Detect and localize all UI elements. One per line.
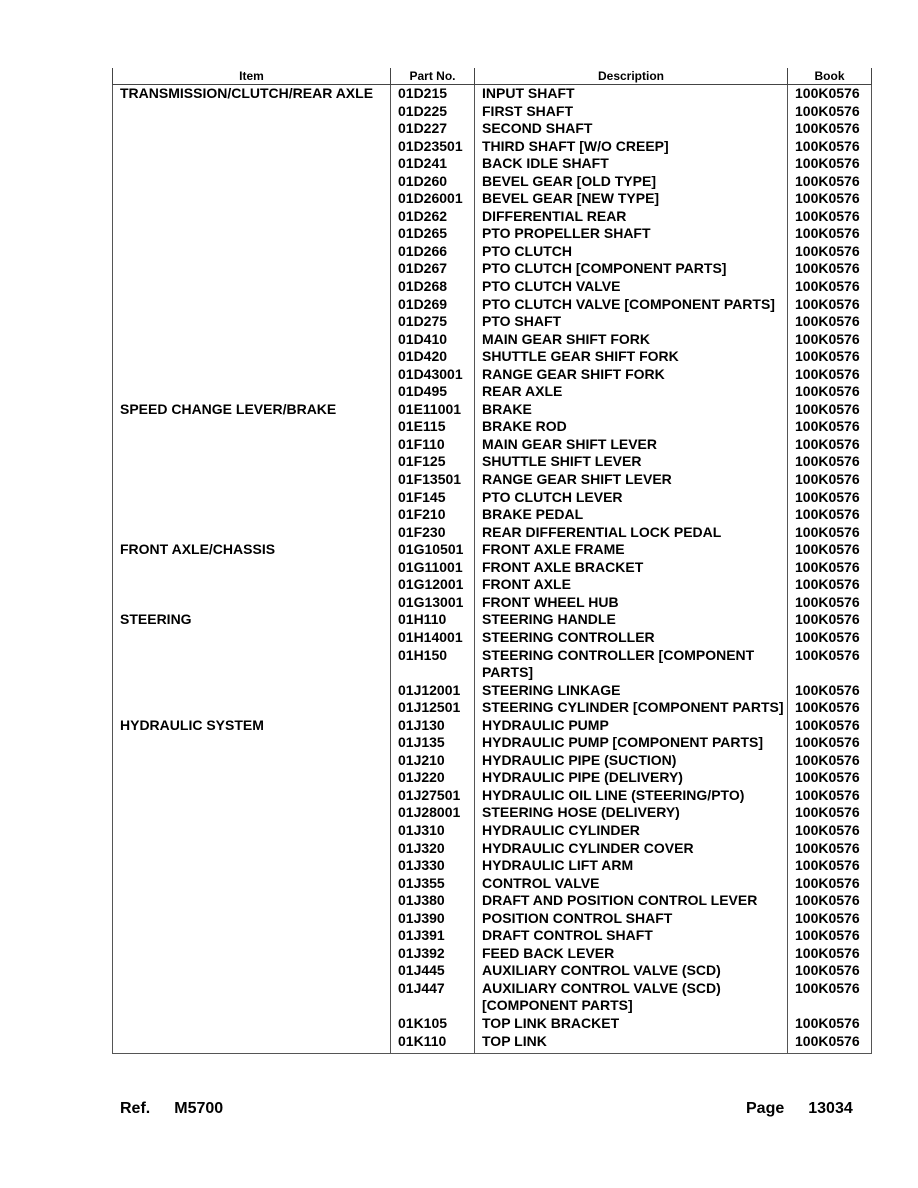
cell-item (113, 769, 391, 787)
table-row (113, 1015, 872, 1033)
cell-part-no: 01H110 (391, 611, 475, 629)
cell-description: DIFFERENTIAL REAR (475, 208, 788, 226)
cell-description: INPUT SHAFT (475, 85, 788, 103)
table-row (113, 945, 872, 963)
cell-book: 100K0576 (788, 120, 872, 138)
cell-part-no: 01D265 (391, 225, 475, 243)
table-row (113, 717, 872, 735)
cell-book: 100K0576 (788, 1033, 872, 1054)
cell-book: 100K0576 (788, 892, 872, 910)
cell-part-no: 01J391 (391, 927, 475, 945)
cell-part-no: 01G13001 (391, 594, 475, 612)
cell-part-no: 01J12001 (391, 682, 475, 700)
cell-item (113, 840, 391, 858)
cell-item (113, 418, 391, 436)
cell-part-no: 01D495 (391, 383, 475, 401)
table-row (113, 752, 872, 770)
cell-book: 100K0576 (788, 840, 872, 858)
cell-item (113, 138, 391, 156)
cell-description: FIRST SHAFT (475, 103, 788, 121)
cell-item (113, 1015, 391, 1033)
cell-item (113, 524, 391, 542)
cell-part-no: 01D26001 (391, 190, 475, 208)
table-row (113, 875, 872, 893)
footer-page (746, 1100, 853, 1118)
cell-description: STEERING HANDLE (475, 611, 788, 629)
table-row (113, 927, 872, 945)
table-row (113, 541, 872, 559)
cell-book: 100K0576 (788, 980, 872, 1015)
cell-description: FRONT WHEEL HUB (475, 594, 788, 612)
cell-description: PTO CLUTCH (475, 243, 788, 261)
parts-table (112, 68, 872, 1054)
cell-book: 100K0576 (788, 857, 872, 875)
cell-part-no: 01J12501 (391, 699, 475, 717)
cell-part-no: 01F13501 (391, 471, 475, 489)
cell-item: SPEED CHANGE LEVER/BRAKE (113, 401, 391, 419)
cell-item (113, 857, 391, 875)
table-row (113, 629, 872, 647)
cell-description: AUXILIARY CONTROL VALVE (SCD) [COMPONENT PARTS] (475, 980, 788, 1015)
cell-description: CONTROL VALVE (475, 875, 788, 893)
cell-part-no: 01J445 (391, 962, 475, 980)
cell-part-no: 01J355 (391, 875, 475, 893)
table-row (113, 190, 872, 208)
cell-book: 100K0576 (788, 155, 872, 173)
cell-item (113, 225, 391, 243)
cell-description: BACK IDLE SHAFT (475, 155, 788, 173)
table-row (113, 1033, 872, 1054)
cell-description: STEERING CONTROLLER [COMPONENT PARTS] (475, 647, 788, 682)
cell-part-no: 01F110 (391, 436, 475, 454)
cell-item (113, 260, 391, 278)
cell-description: RANGE GEAR SHIFT FORK (475, 366, 788, 384)
cell-book: 100K0576 (788, 524, 872, 542)
cell-part-no: 01E115 (391, 418, 475, 436)
table-row (113, 225, 872, 243)
cell-description: DRAFT CONTROL SHAFT (475, 927, 788, 945)
cell-item (113, 155, 391, 173)
cell-part-no: 01D420 (391, 348, 475, 366)
cell-part-no: 01G12001 (391, 576, 475, 594)
table-row (113, 296, 872, 314)
cell-part-no: 01E11001 (391, 401, 475, 419)
cell-description: PTO PROPELLER SHAFT (475, 225, 788, 243)
cell-item (113, 699, 391, 717)
cell-part-no: 01D225 (391, 103, 475, 121)
cell-book: 100K0576 (788, 348, 872, 366)
cell-description: SHUTTLE GEAR SHIFT FORK (475, 348, 788, 366)
cell-item (113, 682, 391, 700)
cell-description: BRAKE (475, 401, 788, 419)
cell-description: STEERING CONTROLLER (475, 629, 788, 647)
cell-part-no: 01J320 (391, 840, 475, 858)
table-row (113, 366, 872, 384)
cell-item (113, 208, 391, 226)
cell-description: PTO CLUTCH [COMPONENT PARTS] (475, 260, 788, 278)
cell-description: STEERING HOSE (DELIVERY) (475, 804, 788, 822)
cell-book: 100K0576 (788, 243, 872, 261)
cell-item (113, 471, 391, 489)
cell-book: 100K0576 (788, 278, 872, 296)
cell-book: 100K0576 (788, 734, 872, 752)
table-row (113, 611, 872, 629)
cell-item (113, 559, 391, 577)
cell-book: 100K0576 (788, 1015, 872, 1033)
table-row (113, 313, 872, 331)
cell-item (113, 436, 391, 454)
cell-description: BRAKE PEDAL (475, 506, 788, 524)
cell-part-no: 01J130 (391, 717, 475, 735)
table-row (113, 840, 872, 858)
cell-part-no: 01D260 (391, 173, 475, 191)
cell-description: HYDRAULIC PUMP [COMPONENT PARTS] (475, 734, 788, 752)
cell-item (113, 190, 391, 208)
parts-list (112, 68, 871, 1054)
table-row (113, 471, 872, 489)
cell-book: 100K0576 (788, 752, 872, 770)
cell-description: REAR AXLE (475, 383, 788, 401)
cell-description: DRAFT AND POSITION CONTROL LEVER (475, 892, 788, 910)
cell-part-no: 01K105 (391, 1015, 475, 1033)
table-row (113, 453, 872, 471)
table-row (113, 576, 872, 594)
cell-item (113, 962, 391, 980)
cell-part-no: 01D262 (391, 208, 475, 226)
cell-part-no: 01J220 (391, 769, 475, 787)
page-label: Page (746, 1100, 785, 1117)
cell-book: 100K0576 (788, 85, 872, 103)
table-row (113, 594, 872, 612)
table-row (113, 103, 872, 121)
cell-part-no: 01D269 (391, 296, 475, 314)
cell-book: 100K0576 (788, 453, 872, 471)
cell-part-no: 01J380 (391, 892, 475, 910)
cell-book: 100K0576 (788, 927, 872, 945)
cell-item (113, 173, 391, 191)
cell-description: STEERING CYLINDER [COMPONENT PARTS] (475, 699, 788, 717)
cell-description: MAIN GEAR SHIFT LEVER (475, 436, 788, 454)
cell-item: FRONT AXLE/CHASSIS (113, 541, 391, 559)
cell-book: 100K0576 (788, 962, 872, 980)
table-row (113, 85, 872, 103)
cell-item (113, 980, 391, 1015)
cell-book: 100K0576 (788, 313, 872, 331)
cell-description: STEERING LINKAGE (475, 682, 788, 700)
table-row (113, 436, 872, 454)
cell-part-no: 01D215 (391, 85, 475, 103)
cell-book: 100K0576 (788, 682, 872, 700)
cell-book: 100K0576 (788, 190, 872, 208)
cell-book: 100K0576 (788, 699, 872, 717)
column-header-description: Description (475, 68, 788, 85)
table-row (113, 857, 872, 875)
cell-book: 100K0576 (788, 225, 872, 243)
cell-item (113, 313, 391, 331)
cell-item (113, 804, 391, 822)
column-header-part-no: Part No. (391, 68, 475, 85)
table-row (113, 138, 872, 156)
table-row (113, 243, 872, 261)
cell-book: 100K0576 (788, 822, 872, 840)
cell-description: HYDRAULIC LIFT ARM (475, 857, 788, 875)
table-row (113, 418, 872, 436)
cell-item: STEERING (113, 611, 391, 629)
cell-book: 100K0576 (788, 769, 872, 787)
ref-label: Ref. (120, 1100, 151, 1117)
cell-book: 100K0576 (788, 366, 872, 384)
cell-description: PTO CLUTCH VALVE (475, 278, 788, 296)
table-row (113, 699, 872, 717)
cell-part-no: 01D268 (391, 278, 475, 296)
cell-book: 100K0576 (788, 629, 872, 647)
cell-description: FRONT AXLE FRAME (475, 541, 788, 559)
table-row (113, 489, 872, 507)
table-row (113, 647, 872, 682)
cell-item (113, 331, 391, 349)
cell-description: SECOND SHAFT (475, 120, 788, 138)
cell-item (113, 489, 391, 507)
cell-description: BEVEL GEAR [NEW TYPE] (475, 190, 788, 208)
table-row (113, 173, 872, 191)
cell-book: 100K0576 (788, 594, 872, 612)
cell-item (113, 875, 391, 893)
cell-book: 100K0576 (788, 489, 872, 507)
cell-part-no: 01F210 (391, 506, 475, 524)
cell-item (113, 787, 391, 805)
cell-description: BRAKE ROD (475, 418, 788, 436)
cell-description: TOP LINK (475, 1033, 788, 1054)
cell-part-no: 01F145 (391, 489, 475, 507)
cell-description: AUXILIARY CONTROL VALVE (SCD) (475, 962, 788, 980)
cell-book: 100K0576 (788, 401, 872, 419)
cell-item (113, 278, 391, 296)
cell-part-no: 01F230 (391, 524, 475, 542)
cell-item (113, 945, 391, 963)
table-row (113, 804, 872, 822)
cell-part-no: 01J210 (391, 752, 475, 770)
cell-item (113, 647, 391, 682)
ref-value: M5700 (174, 1100, 224, 1117)
cell-book: 100K0576 (788, 945, 872, 963)
cell-part-no: 01J310 (391, 822, 475, 840)
table-row (113, 559, 872, 577)
table-row (113, 278, 872, 296)
cell-description: TOP LINK BRACKET (475, 1015, 788, 1033)
cell-description: HYDRAULIC PUMP (475, 717, 788, 735)
table-row (113, 120, 872, 138)
cell-item (113, 243, 391, 261)
cell-book: 100K0576 (788, 787, 872, 805)
cell-description: THIRD SHAFT [W/O CREEP] (475, 138, 788, 156)
cell-book: 100K0576 (788, 173, 872, 191)
table-row (113, 524, 872, 542)
cell-item (113, 629, 391, 647)
cell-part-no: 01D266 (391, 243, 475, 261)
table-row (113, 155, 872, 173)
cell-description: MAIN GEAR SHIFT FORK (475, 331, 788, 349)
cell-book: 100K0576 (788, 611, 872, 629)
cell-item (113, 366, 391, 384)
cell-part-no: 01J330 (391, 857, 475, 875)
cell-part-no: 01J27501 (391, 787, 475, 805)
cell-part-no: 01F125 (391, 453, 475, 471)
cell-item (113, 383, 391, 401)
cell-item (113, 594, 391, 612)
cell-book: 100K0576 (788, 383, 872, 401)
cell-item (113, 822, 391, 840)
cell-part-no: 01H14001 (391, 629, 475, 647)
cell-description: HYDRAULIC CYLINDER (475, 822, 788, 840)
cell-item: TRANSMISSION/CLUTCH/REAR AXLE (113, 85, 391, 103)
cell-book: 100K0576 (788, 471, 872, 489)
table-row (113, 348, 872, 366)
cell-description: HYDRAULIC CYLINDER COVER (475, 840, 788, 858)
cell-description: FEED BACK LEVER (475, 945, 788, 963)
cell-book: 100K0576 (788, 647, 872, 682)
column-header-book: Book (788, 68, 872, 85)
cell-item (113, 1033, 391, 1054)
cell-part-no: 01J390 (391, 910, 475, 928)
cell-item (113, 453, 391, 471)
cell-description: PTO CLUTCH LEVER (475, 489, 788, 507)
table-row (113, 787, 872, 805)
cell-description: POSITION CONTROL SHAFT (475, 910, 788, 928)
cell-book: 100K0576 (788, 576, 872, 594)
table-row (113, 260, 872, 278)
cell-item (113, 927, 391, 945)
cell-item: HYDRAULIC SYSTEM (113, 717, 391, 735)
cell-description: BEVEL GEAR [OLD TYPE] (475, 173, 788, 191)
cell-part-no: 01J28001 (391, 804, 475, 822)
cell-item (113, 892, 391, 910)
cell-part-no: 01H150 (391, 647, 475, 682)
cell-book: 100K0576 (788, 910, 872, 928)
cell-part-no: 01D227 (391, 120, 475, 138)
cell-item (113, 734, 391, 752)
cell-book: 100K0576 (788, 559, 872, 577)
table-row (113, 769, 872, 787)
cell-part-no: 01D275 (391, 313, 475, 331)
cell-description: PTO SHAFT (475, 313, 788, 331)
cell-description: PTO CLUTCH VALVE [COMPONENT PARTS] (475, 296, 788, 314)
cell-item (113, 348, 391, 366)
cell-book: 100K0576 (788, 296, 872, 314)
cell-part-no: 01D23501 (391, 138, 475, 156)
cell-part-no: 01K110 (391, 1033, 475, 1054)
table-row (113, 892, 872, 910)
table-row (113, 401, 872, 419)
table-row (113, 682, 872, 700)
cell-book: 100K0576 (788, 331, 872, 349)
cell-book: 100K0576 (788, 541, 872, 559)
cell-book: 100K0576 (788, 717, 872, 735)
cell-description: SHUTTLE SHIFT LEVER (475, 453, 788, 471)
cell-part-no: 01J135 (391, 734, 475, 752)
cell-book: 100K0576 (788, 506, 872, 524)
table-row (113, 506, 872, 524)
table-row (113, 822, 872, 840)
cell-description: REAR DIFFERENTIAL LOCK PEDAL (475, 524, 788, 542)
table-row (113, 383, 872, 401)
cell-book: 100K0576 (788, 418, 872, 436)
cell-book: 100K0576 (788, 436, 872, 454)
cell-description: RANGE GEAR SHIFT LEVER (475, 471, 788, 489)
cell-part-no: 01D267 (391, 260, 475, 278)
cell-part-no: 01J392 (391, 945, 475, 963)
cell-item (113, 296, 391, 314)
cell-item (113, 120, 391, 138)
cell-book: 100K0576 (788, 875, 872, 893)
cell-item (113, 576, 391, 594)
column-header-item: Item (113, 68, 391, 85)
cell-item (113, 752, 391, 770)
footer-reference (120, 1100, 223, 1118)
cell-book: 100K0576 (788, 260, 872, 278)
table-row (113, 734, 872, 752)
table-row (113, 962, 872, 980)
table-row (113, 910, 872, 928)
cell-item (113, 506, 391, 524)
cell-book: 100K0576 (788, 804, 872, 822)
cell-part-no: 01G11001 (391, 559, 475, 577)
cell-part-no: 01D241 (391, 155, 475, 173)
cell-part-no: 01D43001 (391, 366, 475, 384)
cell-description: FRONT AXLE BRACKET (475, 559, 788, 577)
cell-description: HYDRAULIC OIL LINE (STEERING/PTO) (475, 787, 788, 805)
cell-item (113, 103, 391, 121)
cell-book: 100K0576 (788, 138, 872, 156)
cell-description: HYDRAULIC PIPE (SUCTION) (475, 752, 788, 770)
cell-part-no: 01D410 (391, 331, 475, 349)
table-row (113, 331, 872, 349)
cell-description: HYDRAULIC PIPE (DELIVERY) (475, 769, 788, 787)
page-number: 13034 (808, 1100, 853, 1117)
cell-description: FRONT AXLE (475, 576, 788, 594)
table-body (113, 85, 872, 1054)
cell-item (113, 910, 391, 928)
cell-part-no: 01J447 (391, 980, 475, 1015)
cell-book: 100K0576 (788, 103, 872, 121)
table-row (113, 208, 872, 226)
table-header-row (113, 68, 872, 85)
table-row (113, 980, 872, 1015)
cell-part-no: 01G10501 (391, 541, 475, 559)
cell-book: 100K0576 (788, 208, 872, 226)
